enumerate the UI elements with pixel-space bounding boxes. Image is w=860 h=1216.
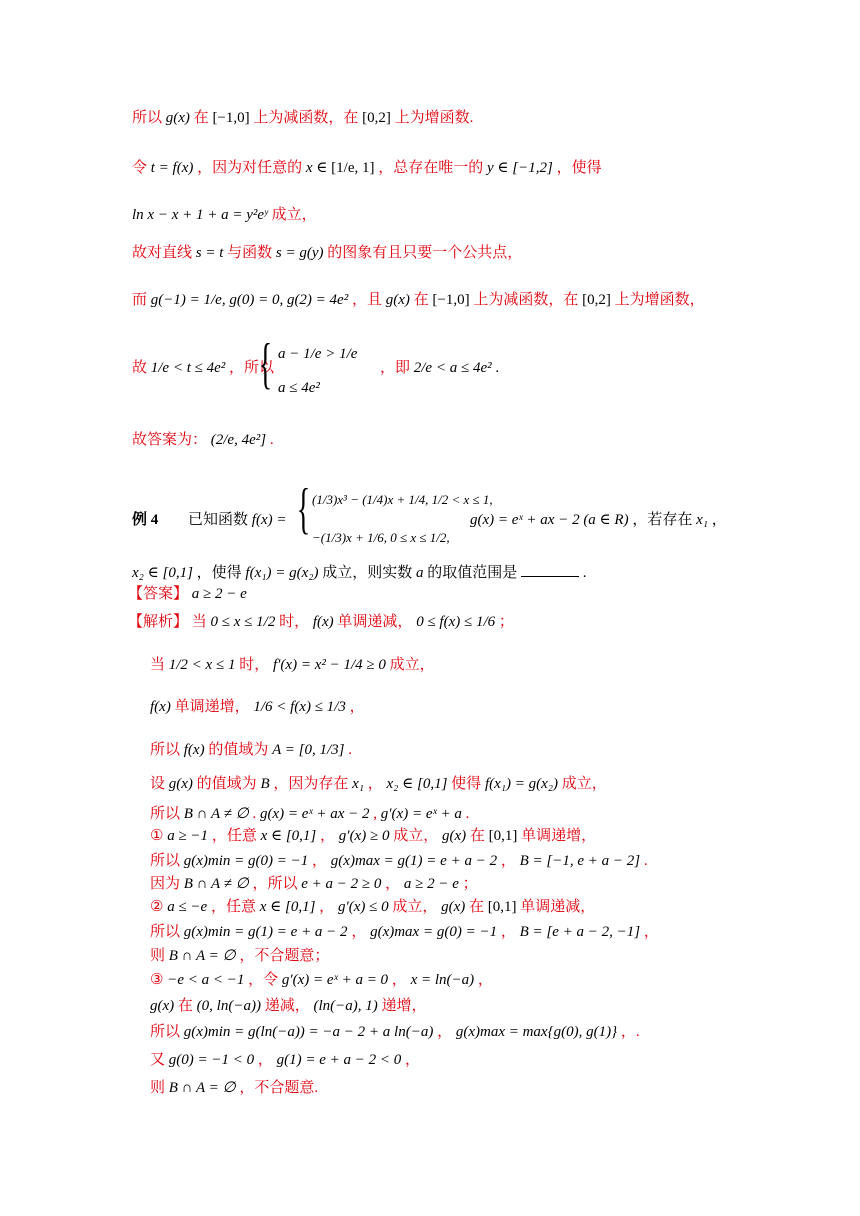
- math-expression: (0, ln(−a)): [196, 998, 261, 1014]
- math-expression: (2/e, 4e²]: [210, 432, 267, 448]
- math-expression: g(−1) = 1/e, g(0) = 0, g(2) = 4e²: [150, 292, 349, 308]
- text-run: 又: [150, 1052, 166, 1068]
- text-line-6-cont: [380, 358, 499, 378]
- text-run: ，: [643, 924, 659, 940]
- text-run: ，: [437, 1024, 453, 1040]
- text-run: 上为增函数，: [614, 292, 705, 308]
- math-expression: −e < a < −1: [167, 972, 245, 988]
- text-run: ③: [150, 972, 164, 988]
- text-line-6: [132, 358, 274, 378]
- text-run: 在: [469, 828, 485, 844]
- text-run: 所以: [150, 924, 181, 940]
- math-expression: f(x): [183, 742, 205, 758]
- math-expression: g(x) = eˣ + ax − 2: [259, 806, 370, 822]
- math-expression: g(x): [168, 776, 193, 792]
- math-expression: f(x): [312, 614, 334, 630]
- text-run: ，: [500, 853, 516, 869]
- text-run: .: [582, 565, 587, 581]
- math-expression: 1/e < t ≤ 4e²: [150, 360, 226, 376]
- text-run: 则: [150, 1080, 166, 1096]
- math-expression: x ∈ [0,1]: [260, 828, 317, 844]
- text-run: ，因为存在: [273, 776, 349, 792]
- math-expression: g(x): [441, 899, 466, 915]
- analysis-line-6: [150, 804, 469, 824]
- math-expression: x ∈: [305, 160, 328, 176]
- math-expression: g′(x) = eˣ + a: [380, 806, 462, 822]
- math-expression: 0 ≤ x ≤ 1/2: [210, 614, 276, 630]
- text-run: 成立，: [392, 899, 438, 915]
- analysis-line-3: [150, 697, 365, 717]
- text-run: .: [348, 742, 352, 758]
- math-expression: 0 ≤ f(x) ≤ 1/6: [416, 614, 496, 630]
- text-run: ，: [367, 776, 383, 792]
- math-expression: x₁: [352, 776, 364, 792]
- text-run: ②: [150, 899, 164, 915]
- analysis-line-14: [150, 996, 427, 1016]
- text-run: 在: [177, 998, 193, 1014]
- math-expression: B: [260, 776, 270, 792]
- math-expression: x ∈ [0,1]: [259, 899, 316, 915]
- math-expression: 1/2 < x ≤ 1: [168, 657, 236, 673]
- math-expression: B = [−1, e + a − 2]: [519, 853, 641, 869]
- text-run: ，总存在唯一的: [378, 160, 484, 176]
- text-run: ，: [477, 972, 493, 988]
- math-expression: x₁: [696, 512, 708, 528]
- text-run: ，: [711, 512, 727, 528]
- text-run: ,: [373, 806, 378, 822]
- text-run: ，任意: [210, 899, 256, 915]
- math-expression: [0,2]: [582, 292, 611, 308]
- text-run: .: [252, 806, 257, 822]
- text-run: 所以: [150, 742, 181, 758]
- math-expression: ln x − x + 1 + a = y²eʸ: [132, 207, 268, 223]
- text-run: ，: [385, 876, 401, 892]
- text-run: 故答案为：: [132, 432, 208, 448]
- text-run: 递增，: [381, 998, 427, 1014]
- text-run: ，因为对任意的: [197, 160, 303, 176]
- text-run: .: [643, 853, 648, 869]
- text-run: 时，: [239, 657, 270, 673]
- analysis-line-7: [150, 826, 596, 846]
- text-run: 因为: [150, 876, 181, 892]
- math-expression: [0,1]: [487, 899, 517, 915]
- system-row-1: [278, 344, 357, 364]
- text-run: 上为增函数.: [394, 110, 474, 126]
- analysis-line-5: [150, 774, 607, 794]
- math-expression: [−1,0]: [212, 110, 250, 126]
- text-run: 在: [193, 110, 209, 126]
- text-run: 在: [469, 899, 485, 915]
- math-expression: f′(x) = x² − 1/4 ≥ 0: [272, 657, 386, 673]
- system-row-2: [278, 378, 320, 398]
- text-run: 已知函数: [188, 512, 249, 528]
- text-run: ；: [498, 614, 514, 630]
- math-expression: s = t: [195, 245, 224, 261]
- example-heading-line-cont: [470, 510, 727, 530]
- left-brace: {: [258, 333, 273, 395]
- math-expression: A = [0, 1/3]: [272, 742, 345, 758]
- math-expression: a − 1/e > 1/e: [278, 346, 358, 362]
- math-expression: g(x): [385, 292, 410, 308]
- answer-blank: [521, 564, 579, 577]
- text-run: ，: [405, 1052, 421, 1068]
- math-expression: g(x): [441, 828, 467, 844]
- text-run: 成立，: [561, 776, 607, 792]
- math-expression: (ln(−a), 1): [313, 998, 378, 1014]
- text-run: 令: [132, 160, 148, 176]
- math-expression: x₂ ∈ [0,1]: [386, 776, 448, 792]
- math-expression: g′(x) ≥ 0: [338, 828, 390, 844]
- math-expression: y ∈ [−1,2]: [487, 160, 553, 176]
- math-expression: g(x)max = g(0) = −1: [370, 924, 498, 940]
- text-run: ，且: [351, 292, 382, 308]
- answer-line: [128, 584, 247, 604]
- text-run: ，: [319, 899, 335, 915]
- analysis-line-8: [150, 851, 648, 871]
- text-run: 的值域为: [208, 742, 269, 758]
- text-run: 当: [191, 614, 207, 630]
- text-line-4: [132, 243, 522, 263]
- text-run: 则: [150, 948, 166, 964]
- math-expression: g(1) = e + a − 2 < 0: [276, 1052, 402, 1068]
- text-run: 故对直线: [132, 245, 193, 261]
- answer-label: 【答案】: [128, 586, 189, 602]
- analysis-line-1: [128, 612, 514, 632]
- text-run: 成立，: [389, 657, 435, 673]
- text-run: ，: [257, 1052, 273, 1068]
- analysis-line-2: [150, 655, 435, 675]
- text-run: 上为减函数，在: [473, 292, 579, 308]
- text-run: ，令: [248, 972, 279, 988]
- math-expression: a: [415, 565, 424, 581]
- analysis-line-4: [150, 740, 352, 760]
- text-run: 所以: [150, 806, 181, 822]
- text-run: 所以: [150, 1024, 181, 1040]
- text-run: ，所以: [229, 360, 275, 376]
- math-expression: g(x)max = g(1) = e + a − 2: [330, 853, 498, 869]
- math-expression: x = ln(−a): [410, 972, 475, 988]
- math-expression: a ≤ −e: [167, 899, 208, 915]
- math-expression: 2/e < a ≤ 4e²: [413, 360, 492, 376]
- math-expression: s = g(y): [275, 245, 324, 261]
- math-expression: g(x): [165, 110, 190, 126]
- text-run: 而: [132, 292, 148, 308]
- analysis-line-13: [150, 970, 493, 990]
- math-expression: a ≥ 2 − e: [191, 586, 247, 602]
- text-line-7: [132, 430, 274, 450]
- text-run: 在: [413, 292, 429, 308]
- math-expression: 1/6 < f(x) ≤ 1/3: [253, 699, 346, 715]
- text-line-9: [132, 563, 586, 583]
- math-expression: g′(x) ≤ 0: [337, 899, 389, 915]
- analysis-line-11: [150, 922, 659, 942]
- text-run: 与函数: [227, 245, 273, 261]
- analysis-line-17: [150, 1078, 318, 1098]
- text-run: ，任意: [211, 828, 257, 844]
- text-run: 单调递减，: [520, 899, 596, 915]
- text-run: ，: [391, 972, 407, 988]
- math-expression: g(x)min = g(1) = e + a − 2: [183, 924, 348, 940]
- math-expression: B ∩ A = ∅: [168, 948, 236, 964]
- text-line-1: [132, 108, 473, 128]
- math-expression: f(x) =: [251, 512, 287, 528]
- analysis-label: 【解析】: [128, 614, 189, 630]
- text-run: 的图象有且只要一个公共点，: [327, 245, 523, 261]
- text-run: .: [495, 360, 500, 376]
- math-expression: B = [e + a − 2, −1]: [519, 924, 641, 940]
- math-expression: a ≥ 2 − e: [403, 876, 459, 892]
- analysis-line-10: [150, 897, 595, 917]
- text-run: 设: [150, 776, 166, 792]
- text-run: ，: [351, 924, 367, 940]
- text-run: 所以: [150, 853, 181, 869]
- math-expression: g(x)max = max{g(0), g(1)}: [455, 1024, 618, 1040]
- left-brace: {: [296, 478, 311, 540]
- text-run: 使得: [451, 776, 482, 792]
- math-expression: [0,1]: [488, 828, 518, 844]
- math-expression: g(x): [150, 998, 175, 1014]
- text-run: ，所以: [252, 876, 298, 892]
- text-run: 单调递增，: [521, 828, 597, 844]
- math-expression: f(x): [150, 699, 171, 715]
- analysis-line-9: [150, 874, 478, 894]
- math-expression: (1/3)x³ − (1/4)x + 1/4, 1/2 < x ≤ 1,: [312, 492, 493, 507]
- text-run: ，使得: [556, 160, 602, 176]
- text-run: ，若存在: [632, 512, 693, 528]
- analysis-line-15: [150, 1022, 640, 1042]
- text-run: 成立，: [393, 828, 439, 844]
- text-run: 成立，则实数: [322, 565, 413, 581]
- math-expression: [−1,0]: [432, 292, 470, 308]
- text-line-2: [132, 158, 602, 178]
- text-line-3: [132, 205, 317, 225]
- example-label: 例 4: [132, 512, 159, 528]
- example-heading-line: [132, 510, 286, 530]
- math-expression: B ∩ A ≠ ∅: [183, 806, 249, 822]
- text-run: ，使得: [196, 565, 242, 581]
- text-run: ，即: [380, 360, 411, 376]
- math-expression: g(x)min = g(0) = −1: [183, 853, 309, 869]
- text-run: ，: [500, 924, 516, 940]
- text-run: 所以: [132, 110, 163, 126]
- text-run: 的取值范围是: [427, 565, 518, 581]
- math-expression: a ≥ −1: [167, 828, 209, 844]
- text-run: 上为减函数，在: [253, 110, 359, 126]
- text-run: 成立，: [271, 207, 317, 223]
- math-expression: B ∩ A = ∅: [168, 1080, 236, 1096]
- math-expression: f(x₁) = g(x₂): [245, 565, 319, 581]
- text-run: ，不合题意.: [239, 1080, 319, 1096]
- text-run: 当: [150, 657, 166, 673]
- text-run: 单调递减，: [337, 614, 413, 630]
- analysis-line-12: [150, 946, 329, 966]
- math-expression: g′(x) = eˣ + a = 0: [281, 972, 389, 988]
- math-expression: g(0) = −1 < 0: [168, 1052, 255, 1068]
- text-run: ，: [349, 699, 365, 715]
- math-expression: g(x) = eˣ + ax − 2 (a ∈ R): [470, 512, 629, 528]
- math-expression: g(x)min = g(ln(−a)) = −a − 2 + a ln(−a): [183, 1024, 434, 1040]
- text-line-5: [132, 290, 705, 310]
- text-run: ；: [462, 876, 478, 892]
- math-expression: [1/e, 1]: [331, 160, 375, 176]
- piecewise-row-2: [312, 528, 450, 548]
- analysis-line-16: [150, 1050, 420, 1070]
- text-run: ，不合题意；: [239, 948, 330, 964]
- text-run: 时，: [279, 614, 310, 630]
- text-run: ，: [312, 853, 328, 869]
- piecewise-row-1: [312, 490, 493, 510]
- math-expression: f(x₁) = g(x₂): [484, 776, 558, 792]
- math-expression: x₂ ∈ [0,1]: [132, 565, 193, 581]
- text-run: ，: [320, 828, 336, 844]
- math-expression: [0,2]: [362, 110, 391, 126]
- math-expression: B ∩ A ≠ ∅: [183, 876, 249, 892]
- math-expression: a ≤ 4e²: [278, 380, 320, 396]
- text-run: 故: [132, 360, 148, 376]
- math-expression: −(1/3)x + 1/6, 0 ≤ x ≤ 1/2,: [312, 530, 450, 545]
- text-run: 的值域为: [196, 776, 257, 792]
- text-run: ①: [150, 828, 164, 844]
- math-expression: t = f(x): [150, 160, 194, 176]
- text-run: 递减，: [264, 998, 310, 1014]
- text-run: .: [465, 806, 470, 822]
- text-run: 单调递增，: [174, 699, 250, 715]
- text-run: ，.: [620, 1024, 640, 1040]
- math-expression: e + a − 2 ≥ 0: [301, 876, 382, 892]
- text-run: .: [269, 432, 274, 448]
